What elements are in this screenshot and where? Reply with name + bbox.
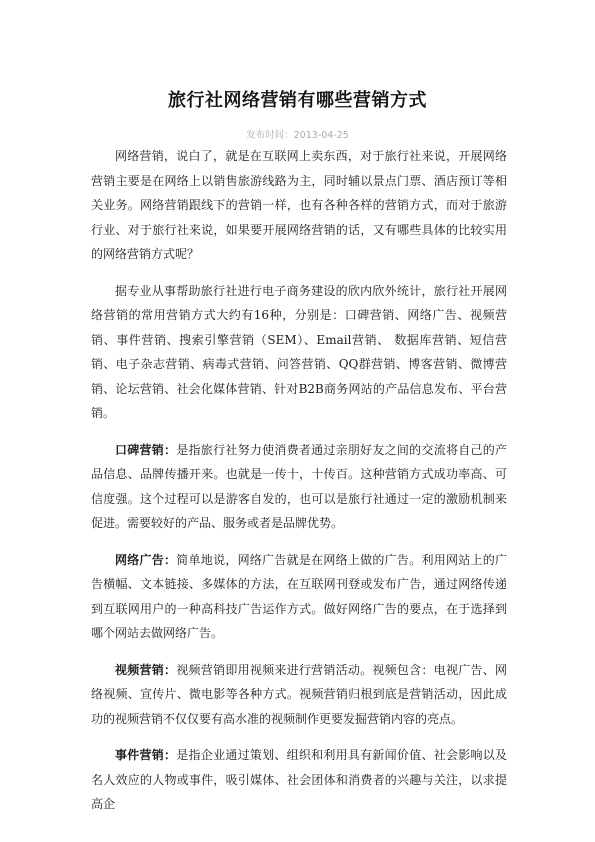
paragraph-online-ads [91, 548, 507, 646]
article-body [91, 144, 507, 817]
paragraph-text: 是指企业通过策划、组织和利用具有新闻价值、社会影响以及名人效应的人物或事件，吸引媒体、社会团体和消费者的兴趣与关注，以求提高企 [91, 748, 507, 811]
term-label: 口碑营销： [115, 442, 177, 457]
term-label: 视频营销： [115, 662, 177, 677]
term-label: 网络广告： [115, 552, 177, 567]
paragraph-word-of-mouth [91, 438, 507, 536]
page-title: 旅行社网络营销有哪些营销方式 [168, 90, 427, 111]
paragraph-text: 网络营销，说白了，就是在互联网上卖东西，对于旅行社来说，开展网络营销主要是在网络上以销售旅游线路为主，同时辅以景点门票、酒店预订等相关业务。网络营销跟线下的营销一样，也有各种各样的营销方式，而对于旅游行业、对于旅行社来说，如果要开展网络营销的话，又有哪些具体的比较实用的网络营销方式呢？ [91, 149, 507, 261]
paragraph-intro [91, 144, 507, 267]
paragraph-event-marketing [91, 743, 507, 817]
term-label: 事件营销： [115, 748, 177, 762]
publish-time: 发布时间：2013-04-25 [246, 130, 349, 141]
paragraph-statistics [91, 279, 507, 426]
paragraph-text: 是指旅行社努力使消费者通过亲朋好友之间的交流将自己的产品信息、品牌传播开来。也就是一传十，十传百。这种营销方式成功率高、可信度强。这个过程可以是游客自发的，也可以是旅行社通过一定的激励机制来促进。需要较好的产品、服务或者是品牌优势。 [91, 442, 507, 530]
paragraph-text: 简单地说，网络广告就是在网络上做的广告。利用网站上的广告横幅、文本链接、多媒体的方法，在互联网刊登或发布广告，通过网络传递到互联网用户的一种高科技广告运作方式。做好网络广告的要点，在于选择到哪个网站去做网络广告。 [91, 552, 507, 640]
paragraph-video-marketing [91, 658, 507, 732]
paragraph-text: 据专业从事帮助旅行社进行电子商务建设的欣内欣外统计，旅行社开展网络营销的常用营销方式大约有16种，分别是：口碑营销、网络广告、视频营销、事件营销、搜索引擎营销（SEM）、Email营销、 数据库营销、短信营销、电子杂志营销、病毒式营销、问答营销、QQ群营销、博客营销、微博营销、论坛营销、社会化媒体营销、针对B2B商务网站的产品信息发布、平台营销。 [91, 283, 507, 420]
paragraph-text: 视频营销即用视频来进行营销活动。视频包含：电视广告、网络视频、宣传片、微电影等各种方式。视频营销归根到底是营销活动，因此成功的视频营销不仅仅要有高水准的视频制作更要发掘营销内容的亮点。 [91, 662, 507, 726]
